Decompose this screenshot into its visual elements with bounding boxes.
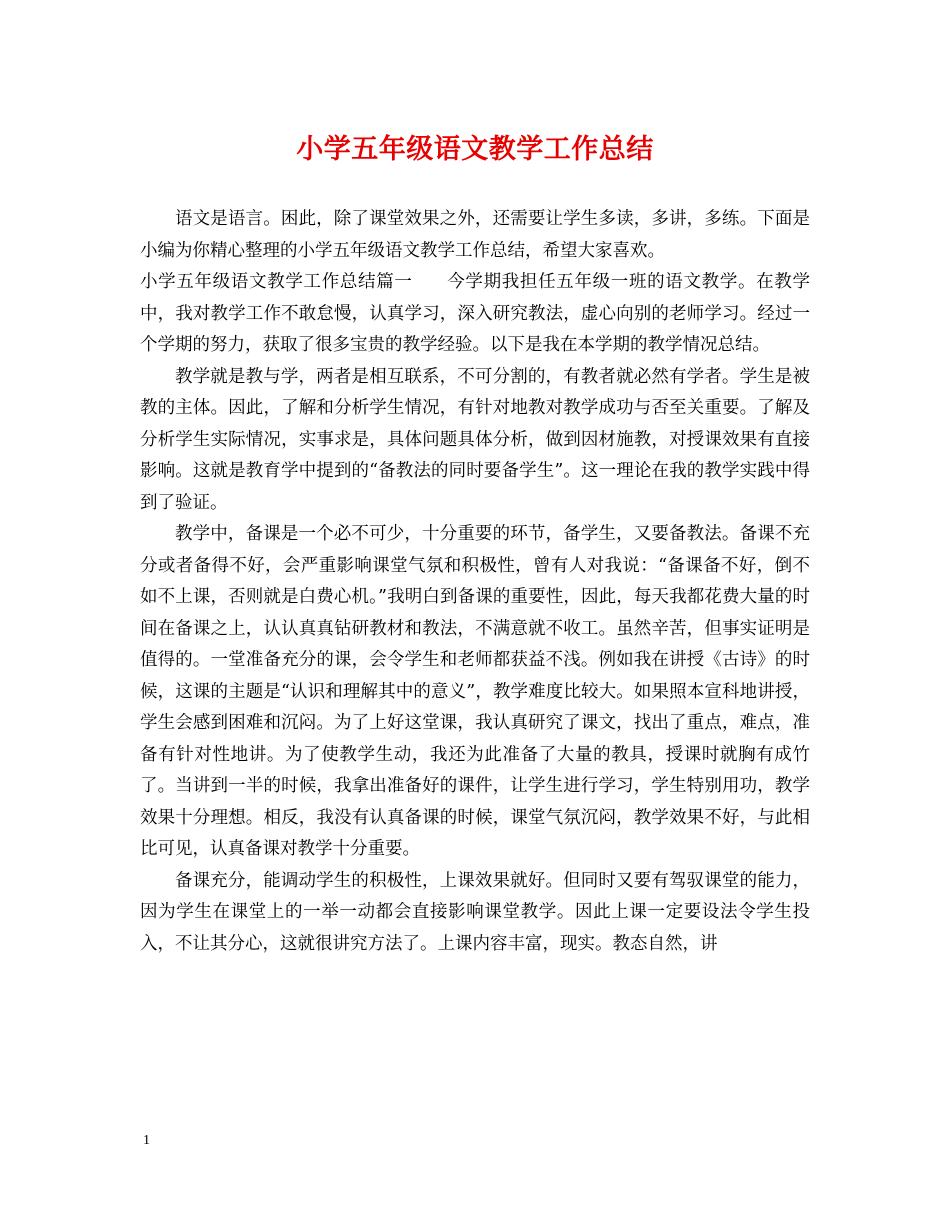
section-lead-text: 今学期我担任五年级一班的语文教学。在教学中，我对教学工作不敢怠慢，认真学习，深入研究教法，虚心向别的老师学习。经过一个学期的努力，获取了很多宝贵的教学经验。以下是我在本学期的教学情况总结。 xyxy=(140,272,811,355)
section-heading: 小学五年级语文教学工作总结篇一 xyxy=(140,272,413,292)
intro-paragraph: 语文是语言。困此，除了课堂效果之外，还需要让学生多读，多讲，多练。下面是小编为你精心整理的小学五年级语文教学工作总结，希望大家喜欢。 xyxy=(140,209,810,261)
body-paragraph-3: 备课充分，能调动学生的积极性，上课效果就好。但同时又要有驾驭课堂的能力，因为学生在课堂上的一举一动都会直接影响课堂教学。因此上课一定要设法令学生投入，不让其分心，这就很讲究方法了。上课内容丰富，现实。教态自然，讲 xyxy=(140,870,810,954)
page-title: 小学五年级语文教学工作总结 xyxy=(296,134,654,165)
section-paragraph xyxy=(140,267,810,362)
body-paragraph-1: 教学就是教与学，两者是相互联系，不可分割的，有教者就必然有学者。学生是被教的主体。因此，了解和分析学生情况，有针对地教对教学成功与否至关重要。了解及分析学生实际情况，实事求是，具体问题具体分析，做到因材施教，对授课效果有直接影响。这就是教育学中提到的“备教法的同时要备学生”。这一理论在我的教学实践中得到了验证。 xyxy=(140,366,810,513)
page-number: 1 xyxy=(143,1133,150,1148)
body-paragraph-2: 教学中，备课是一个必不可少，十分重要的环节，备学生，又要备教法。备课不充分或者备得不好，会严重影响课堂气氛和积极性，曾有人对我说：“备课备不好，倒不如不上课，否则就是白费心机。”我明白到备课的重要性，因此，每天我都花费大量的时间在备课之上，认认真真钻研教材和教法，不满意就不收工。虽然辛苦，但事实证明是值得的。一堂准备充分的课，会令学生和老师都获益不浅。例如我在讲授《古诗》的时候，这课的主题是“认识和理解其中的意义”，教学难度比较大。如果照本宣科地讲授，学生会感到困难和沉闷。为了上好这堂课，我认真研究了课文，找出了重点，难点，准备有针对性地讲。为了使教学生动，我还为此准备了大量的教具，授课时就胸有成竹了。当讲到一半的时候，我拿出准备好的课件，让学生进行学习，学生特别用功，教学效果十分理想。相反，我没有认真备课的时候，课堂气氛沉闷，教学效果不好，与此相比可见，认真备课对教学十分重要。 xyxy=(140,524,810,859)
document-body xyxy=(140,204,810,960)
